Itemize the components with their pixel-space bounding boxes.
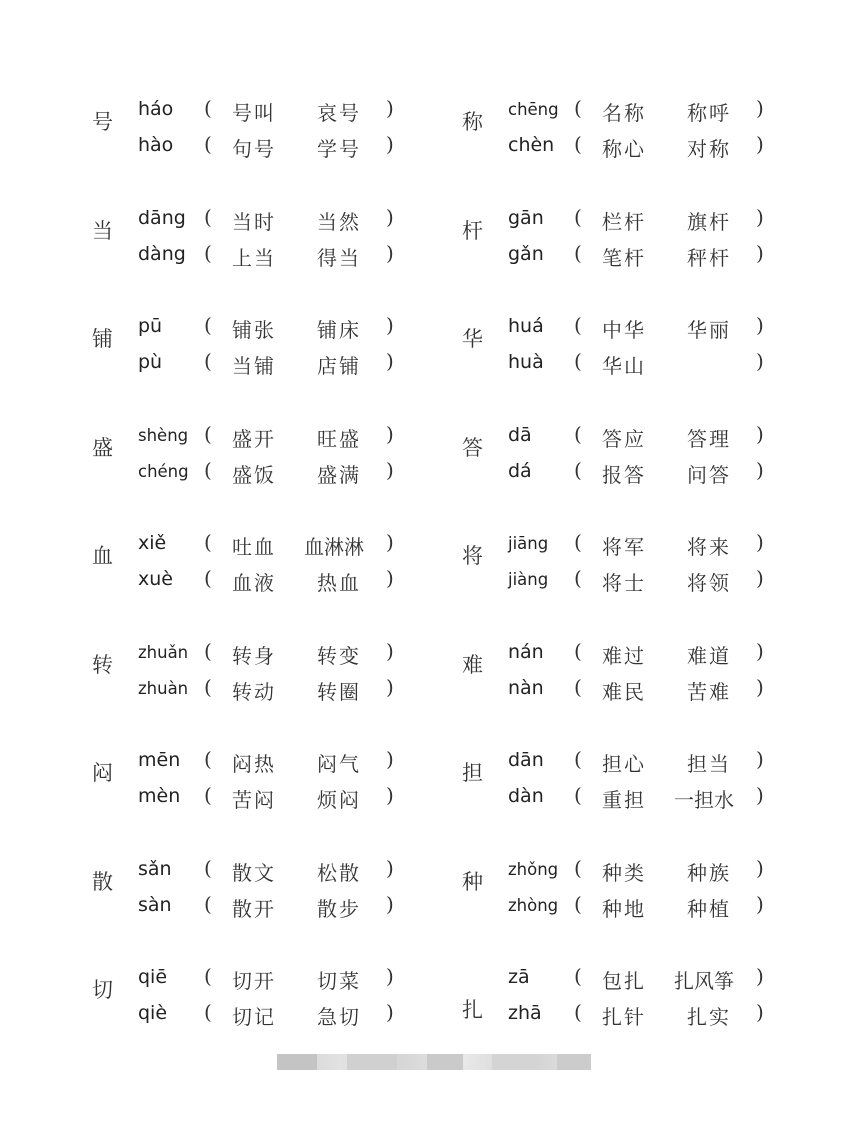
example-word: 种族 [687,860,731,885]
polyphone-character: 盛 [92,435,113,460]
reading-line [462,888,772,924]
reading-line [92,237,402,273]
example-word: 名称 [602,101,646,125]
open-paren: ( [574,638,582,663]
polyphone-character: 扎 [462,998,483,1022]
example-word: 栏杆 [602,209,646,234]
example-word: 热血 [317,571,361,595]
example-word: 转变 [317,643,361,668]
reading-line [92,128,402,164]
example-word: 华丽 [687,318,731,342]
close-paren: ) [386,891,394,916]
example-word: 对称 [687,137,731,161]
reading-line [92,526,402,562]
open-paren: ( [204,747,212,771]
example-word: 转圈 [317,679,361,704]
footer-watermark [277,1054,591,1070]
example-word: 当然 [317,209,361,234]
pinyin: zhǒng [508,859,559,879]
close-paren: ) [386,855,394,880]
example-word: 转动 [232,679,276,704]
close-paren: ) [386,530,394,554]
reading-line [462,128,772,164]
pinyin: dā [508,423,532,446]
right-column [462,90,862,1067]
polyphone-character: 切 [92,978,113,1002]
polyphone-entry [92,307,492,416]
polyphone-character: 难 [462,652,483,677]
polyphone-character: 闷 [92,761,113,785]
example-word: 难过 [602,643,646,668]
open-paren: ( [574,240,582,265]
example-word: 号叫 [232,101,276,125]
polyphone-entry [462,416,862,525]
example-word: 苦闷 [232,788,276,812]
example-word: 店铺 [317,354,361,378]
close-paren: ) [756,891,764,916]
example-word: 包扎 [602,969,646,993]
polyphone-entry [462,199,862,308]
reading-line [92,635,402,671]
close-paren: ) [756,313,764,337]
close-paren: ) [756,132,764,156]
reading-line [462,418,772,454]
open-paren: ( [204,421,212,446]
example-word: 答应 [602,426,646,451]
example-word: 中华 [602,318,646,342]
close-paren: ) [756,783,764,807]
example-word: 切开 [232,969,276,993]
example-word: 担心 [602,752,646,776]
open-paren: ( [574,457,582,482]
example-word: 切菜 [317,969,361,993]
pinyin: xuè [138,568,173,590]
example-word: 苦难 [687,679,731,704]
pinyin: gǎn [508,242,544,265]
close-paren: ) [756,457,764,482]
polyphone-entry [462,850,862,959]
reading-line [92,309,402,345]
example-word: 闷热 [232,752,276,776]
left-column [92,90,492,1067]
open-paren: ( [204,674,212,699]
polyphone-entry [462,958,862,1067]
reading-line [92,454,402,490]
open-paren: ( [204,132,212,156]
example-word: 将领 [687,571,731,595]
polyphone-entry [92,850,492,959]
polyphone-entry [92,524,492,633]
pinyin: sǎn [138,857,172,880]
reading-line [462,996,772,1032]
example-word: 笔杆 [602,245,646,270]
polyphone-character: 将 [462,544,483,568]
reading-line [92,562,402,598]
reading-line [462,852,772,888]
watermark-block [557,1054,591,1070]
example-word: 铺床 [317,318,361,342]
pinyin: nàn [508,676,544,699]
open-paren: ( [574,566,582,590]
example-word: 血淋淋 [304,535,364,559]
reading-line [462,671,772,707]
close-paren: ) [386,674,394,699]
example-word: 一担水 [674,788,734,812]
pinyin: pū [138,315,163,337]
example-word: 将军 [602,535,646,559]
pinyin: dāng [138,206,186,229]
open-paren: ( [204,566,212,590]
pinyin: dá [508,459,532,482]
open-paren: ( [574,891,582,916]
example-word: 秤杆 [687,245,731,270]
close-paren: ) [756,964,764,988]
open-paren: ( [204,530,212,554]
example-word: 盛饭 [232,462,276,487]
example-word: 盛满 [317,462,361,487]
pinyin: pù [138,351,163,373]
reading-line [92,92,402,128]
pinyin: zhā [508,1002,542,1024]
pinyin: huá [508,315,544,337]
polyphone-character: 种 [462,869,483,894]
open-paren: ( [204,891,212,916]
reading-line [462,779,772,815]
close-paren: ) [386,566,394,590]
pinyin: dàng [138,242,186,265]
polyphone-character: 华 [462,327,483,351]
example-word: 担当 [687,752,731,776]
example-word: 扎实 [687,1005,731,1029]
open-paren: ( [204,855,212,880]
open-paren: ( [574,747,582,771]
example-word: 哀号 [317,101,361,125]
example-word: 答理 [687,426,731,451]
reading-line [462,635,772,671]
example-word: 称呼 [687,101,731,125]
open-paren: ( [574,313,582,337]
pinyin: xiě [138,532,167,554]
close-paren: ) [386,783,394,807]
example-word: 烦闷 [317,788,361,812]
polyphone-entry [462,633,862,742]
close-paren: ) [386,132,394,156]
open-paren: ( [574,964,582,988]
pinyin: sàn [138,893,172,916]
pinyin: qiē [138,966,168,988]
close-paren: ) [756,349,764,373]
polyphone-entry [92,633,492,742]
pinyin: shèng [138,425,189,445]
example-word: 切记 [232,1005,276,1029]
close-paren: ) [756,204,764,229]
reading-line [92,779,402,815]
pinyin: qiè [138,1002,168,1024]
close-paren: ) [756,747,764,771]
pinyin: huà [508,351,544,373]
example-word: 重担 [602,788,646,812]
close-paren: ) [386,240,394,265]
open-paren: ( [574,783,582,807]
pinyin: chēng [508,100,559,119]
example-word: 称心 [602,137,646,161]
reading-line [92,743,402,779]
polyphone-entry [462,524,862,633]
close-paren: ) [756,421,764,446]
reading-line [92,345,402,381]
polyphone-character: 散 [92,869,113,894]
example-word: 旗杆 [687,209,731,234]
reading-line [462,743,772,779]
polyphone-entry [462,307,862,416]
open-paren: ( [574,674,582,699]
pinyin: dàn [508,785,544,807]
example-word: 上当 [232,245,276,270]
close-paren: ) [756,638,764,663]
open-paren: ( [574,349,582,373]
reading-line [462,960,772,996]
pinyin: háo [138,98,174,120]
example-word: 句号 [232,137,276,161]
reading-line [92,888,402,924]
example-word: 吐血 [232,535,276,559]
polyphone-entry [92,958,492,1067]
open-paren: ( [574,855,582,880]
example-word: 当铺 [232,354,276,378]
polyphone-entry [92,416,492,525]
example-word: 旺盛 [317,426,361,451]
polyphone-character: 血 [92,544,113,568]
pinyin: chéng [138,461,189,481]
close-paren: ) [386,457,394,482]
close-paren: ) [386,1000,394,1024]
example-word: 将来 [687,535,731,559]
example-word: 急切 [317,1005,361,1029]
pinyin: zhòng [508,895,559,915]
open-paren: ( [574,132,582,156]
pinyin: dān [508,749,544,771]
example-word: 盛开 [232,426,276,451]
polyphone-character: 担 [462,761,483,785]
reading-line [462,345,772,381]
example-word: 将士 [602,571,646,595]
open-paren: ( [204,638,212,663]
polyphone-entry [462,741,862,850]
polyphone-entry [92,741,492,850]
example-word: 铺张 [232,318,276,342]
example-word: 松散 [317,860,361,885]
pinyin: gān [508,206,544,229]
watermark-block [427,1054,463,1070]
close-paren: ) [386,747,394,771]
close-paren: ) [386,204,394,229]
watermark-block [277,1054,317,1070]
pinyin: mēn [138,749,181,771]
reading-line [462,237,772,273]
example-word: 种植 [687,896,731,921]
open-paren: ( [204,349,212,373]
example-word: 种类 [602,860,646,885]
reading-line [462,92,772,128]
open-paren: ( [574,421,582,446]
close-paren: ) [756,1000,764,1024]
polyphone-character: 号 [92,110,113,134]
pinyin: chèn [508,134,555,156]
open-paren: ( [204,1000,212,1024]
example-word: 扎针 [602,1005,646,1029]
example-word: 难道 [687,643,731,668]
close-paren: ) [386,96,394,120]
close-paren: ) [386,421,394,446]
reading-line [462,201,772,237]
example-word: 问答 [687,462,731,487]
open-paren: ( [204,240,212,265]
pinyin: jiàng [508,570,549,589]
open-paren: ( [574,96,582,120]
pinyin: zhuǎn [138,642,189,662]
polyphone-character: 答 [462,435,483,460]
polyphone-character: 转 [92,652,113,677]
reading-line [92,671,402,707]
pinyin: zhuàn [138,678,189,698]
open-paren: ( [574,1000,582,1024]
example-word: 闷气 [317,752,361,776]
polyphone-entry [92,199,492,308]
polyphone-character: 杆 [462,218,483,243]
example-word: 种地 [602,896,646,921]
open-paren: ( [204,457,212,482]
reading-line [92,418,402,454]
reading-line [462,309,772,345]
open-paren: ( [204,204,212,229]
close-paren: ) [756,96,764,120]
reading-line [462,526,772,562]
example-word: 当时 [232,209,276,234]
open-paren: ( [204,313,212,337]
polyphone-entry [92,90,492,199]
polyphone-character: 称 [462,110,483,134]
reading-line [92,960,402,996]
open-paren: ( [574,204,582,229]
open-paren: ( [204,96,212,120]
example-word: 散步 [317,896,361,921]
pinyin: nán [508,640,544,663]
polyphone-character: 当 [92,218,113,243]
pinyin: zā [508,966,530,988]
example-word: 散开 [232,896,276,921]
example-word: 难民 [602,679,646,704]
close-paren: ) [386,349,394,373]
watermark-block [492,1054,536,1070]
reading-line [462,454,772,490]
close-paren: ) [386,638,394,663]
example-word: 报答 [602,462,646,487]
example-word: 血液 [232,571,276,595]
example-word: 转身 [232,643,276,668]
reading-line [92,996,402,1032]
close-paren: ) [756,530,764,554]
close-paren: ) [386,313,394,337]
open-paren: ( [204,964,212,988]
example-word: 华山 [602,354,646,378]
pinyin: hào [138,134,174,156]
close-paren: ) [756,855,764,880]
reading-line [462,562,772,598]
reading-line [92,852,402,888]
example-word: 散文 [232,860,276,885]
close-paren: ) [756,674,764,699]
close-paren: ) [386,964,394,988]
watermark-block [347,1054,397,1070]
example-word: 得当 [317,245,361,270]
example-word: 扎风筝 [674,969,734,993]
close-paren: ) [756,566,764,590]
pinyin: jiāng [508,534,549,553]
pinyin: mèn [138,785,181,807]
reading-line [92,201,402,237]
polyphone-entry [462,90,862,199]
open-paren: ( [574,530,582,554]
open-paren: ( [204,783,212,807]
polyphone-character: 铺 [92,327,113,351]
example-word: 学号 [317,137,361,161]
close-paren: ) [756,240,764,265]
